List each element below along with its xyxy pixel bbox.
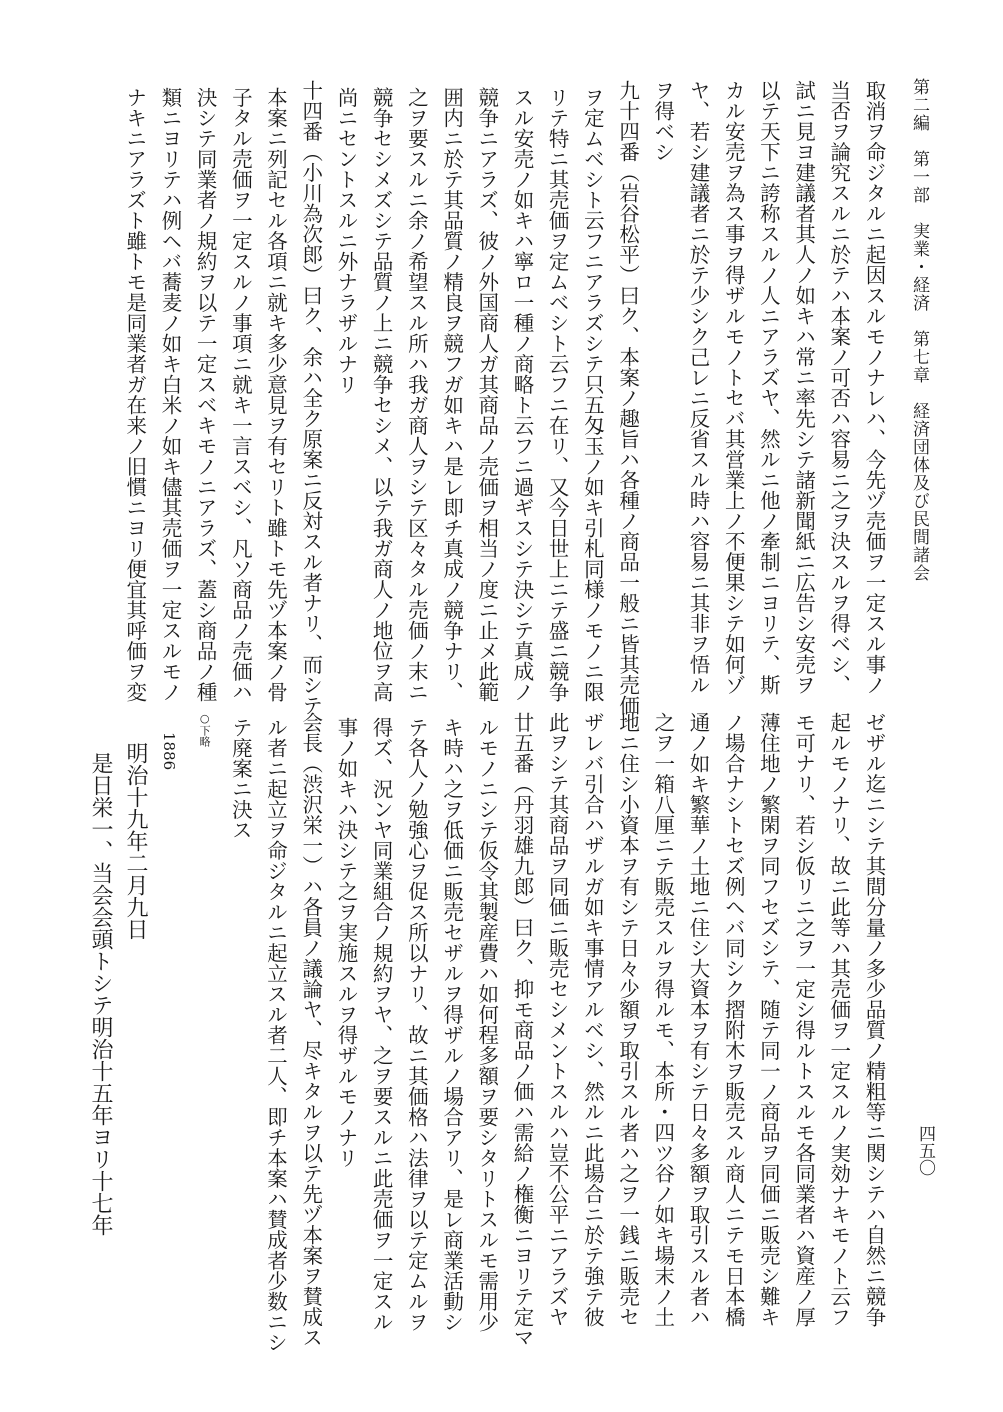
text-column: 当否ヲ論究スルニ於テハ本案ノ可否ハ容易ニ之ヲ決スルヲ得ベシ、 [826,80,851,695]
text-column: リテ特ニ其売価ヲ定ムベシト云フニ在リ、又今日世上ニテ盛ニ競争 [545,87,570,702]
text-column: ゼザル迄ニシテ其間分量ノ多少品質ノ精粗等ニ関シテハ自然ニ競争 [862,712,886,1327]
text-column: 子タル売価ヲ一定スルノ事項ニ就キ一言スベシ、凡ソ商品ノ売価ハ [228,87,253,702]
text-column: 此ヲシテ其商品ヲ同価ニ販売セシメントスルハ豈不公平ニアラズヤ [545,712,570,1327]
text-column: ザレバ引合ハザルガ如キ事情アルベシ、然ルニ此場合ニ於テ強テ彼 [580,712,605,1327]
text-column: スル安売ノ如キハ寧ロ一種ノ商略ト云フニ過ギスシテ決シテ真成ノ [509,87,534,702]
text-column: テ廃案ニ決ス [228,717,253,840]
text-column: カル安売ヲ為ス事ヲ得ザルモノトセバ其営業上ノ不便果シテ如何ゾ [721,80,746,695]
speaker-column: 十四番（小川為次郎）曰ク、余ハ全ク原案ニ反対スル者ナリ、而シテ [298,80,323,716]
text-column: ヲ得ベシ [650,80,675,162]
text-column: キ時ハ之ヲ低価ニ販売セザルヲ得ザルノ場合アリ、是レ商業活動シ [439,717,464,1332]
omission-note: ○下略 [198,712,212,747]
text-column: 競争セシメズシテ品質ノ上ニ競争セシメ、以テ我ガ商人ノ地位ヲ高 [369,87,394,702]
text-column: 薄住地ノ繁閑ヲ同フセズシテ、随テ同一ノ商品ヲ同価ニ販売シ難キ [756,712,781,1327]
text-column: 地ニ住シ小資本ヲ有シテ日々少額ヲ取引スル者ハ之ヲ一銭ニ販売セ [615,712,640,1327]
speaker-column: 会長（渋沢栄一）ハ各員ノ議論ヤ、尽キタルヲ以テ先ヅ本案ヲ賛成ス [298,712,323,1348]
text-column: ヤ、若シ建議者ニ於テ少シク己レニ反省スル時ハ容易ニ其非ヲ悟ル [685,80,710,695]
text-column: モ可ナリ、若シ仮リニ之ヲ一定シ得ルトスルモ各同業者ハ資産ノ厚 [791,712,816,1327]
text-column: 本案ニ列記セル各項ニ就キ多少意見ヲ有セリト雖トモ先ヅ本案ノ骨 [263,87,288,702]
text-column: 決シテ同業者ノ規約ヲ以テ一定スベキモノニアラズ、蓋シ商品ノ種 [193,87,218,702]
text-column: ルモノニシテ仮令其製産費ハ如何程多額ヲ要シタリトスルモ需用少 [474,717,499,1332]
speaker-column: 廿五番（丹羽雄九郎）曰ク、抑モ商品ノ価ハ需給ノ権衡ニヨリテ定マ [509,712,534,1348]
text-column: 尚ニセントスルニ外ナラザルナリ [333,87,358,395]
text-column: 之ヲ一箱八厘ニテ販売スルヲ得ルモ、本所・四ツ谷ノ如キ場末ノ土 [650,712,675,1327]
text-column: 事ノ如キハ決シテ之ヲ実施スルヲ得ザルモノナリ [333,717,358,1168]
text-column: ノ場合ナシトセズ例ヘバ同シク摺附木ヲ販売スル商人ニテモ日本橋 [721,712,746,1327]
text-column: 競争ニアラズ、彼ノ外国商人ガ其商品ノ売価ヲ相当ノ度ニ止メ此範 [474,87,499,702]
western-year: 1886 [159,732,178,771]
date-heading: 明治十九年二月九日 [122,742,148,940]
text-column: テ各人ノ勉強心ヲ促ス所以ナリ、故ニ其価格ハ法律ヲ以テ定ムルヲ [404,717,429,1332]
speaker-column: 九十四番（岩谷松平）曰ク、本案ノ趣旨ハ各種ノ商品一般ニ皆其売価 [615,80,640,716]
text-column: ヲ定ムベシト云フニアラズシテ只五匁玉ノ如キ引札同様ノモノニ限 [580,87,605,702]
text-column: 起ルモノナリ、故ニ此等ハ其売価ヲ一定スルノ実効ナキモノト云フ [826,712,851,1327]
closing-line: 是日栄一、当会会頭トシテ明治十五年ヨリ十七年 [87,752,113,1236]
text-column: 類ニヨリテハ例ヘバ蕎麦ノ如キ白米ノ如キ儘其売価ヲ一定スルモノ [157,87,182,702]
text-column: ル者ニ起立ヲ命ジタルニ起立スル者二人、即チ本案ハ賛成者少数ニシ [263,717,288,1353]
text-column: 以テ天下ニ誇称スルノ人ニアラズヤ、然ルニ他ノ牽制ニヨリテ、斯 [756,80,781,695]
text-column: 試ニ見ヨ建議者其人ノ如キハ常ニ率先シテ諸新聞紙ニ広告シ安売ヲ [791,80,816,695]
text-column: 取消ヲ命ジタルニ起因スルモノナレハ、今先ヅ売価ヲ一定スル事ノ [862,80,886,695]
text-column: 之ヲ要スルニ余ノ希望スル所ハ我ガ商人ヲシテ区々タル売価ノ末ニ [404,87,429,702]
lower-text-block [82,712,891,1372]
text-column: 通ノ如キ繁華ノ土地ニ住シ大資本ヲ有シテ日々多額ヲ取引スル者ハ [685,712,710,1327]
page-number: 四五〇 [915,1125,935,1176]
text-column: 得ズ、況ンヤ同業組合ノ規約ヲヤ、之ヲ要スルニ此売価ヲ一定スル [369,717,394,1332]
running-header: 第二編 第一部 実業・経済 第七章 経済団体及び民間諸会 [909,78,929,582]
text-column: ナキニアラズト雖トモ是同業者ガ在来ノ旧慣ニヨリ便宜其呼価ヲ変 [122,87,147,702]
text-column: 囲内ニ於テ其品質ノ精良ヲ競フガ如キハ是レ即チ真成ノ競争ナリ、 [439,87,464,702]
upper-text-block [117,80,891,716]
